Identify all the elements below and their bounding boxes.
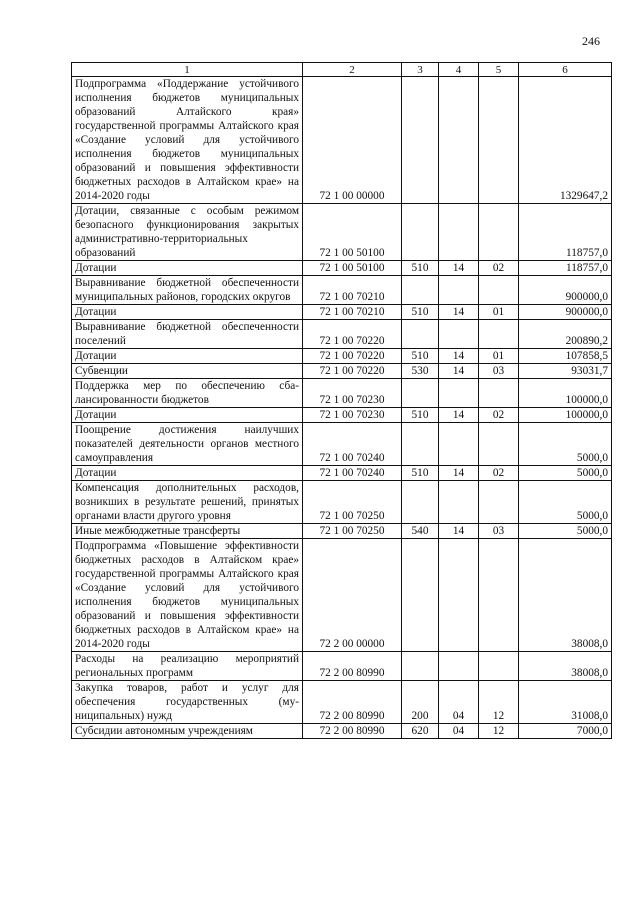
table-row (72, 524, 612, 539)
row-amount: 100000,0 (519, 408, 612, 423)
budget-table (71, 62, 612, 739)
row-subsection: 12 (479, 724, 519, 739)
table-row (72, 320, 612, 349)
table-row (72, 423, 612, 466)
table-row (72, 77, 612, 204)
row-name: Дотации (72, 349, 303, 364)
row-code: 72 1 00 70210 (303, 305, 402, 320)
row-name: Дотации (72, 408, 303, 423)
row-subsection (479, 77, 519, 204)
column-number: 1 (72, 63, 303, 77)
row-name: Выравнивание бюджетной обеспеченности муниципальных районов, городских округов (72, 276, 303, 305)
row-code: 72 1 00 00000 (303, 77, 402, 204)
row-expense-type: 620 (402, 724, 439, 739)
row-section (439, 77, 479, 204)
table-row (72, 204, 612, 261)
row-section (439, 320, 479, 349)
row-code: 72 2 00 80990 (303, 724, 402, 739)
row-expense-type: 510 (402, 466, 439, 481)
row-section: 14 (439, 466, 479, 481)
row-name: Субвенции (72, 364, 303, 379)
row-section (439, 379, 479, 408)
table-row (72, 481, 612, 524)
row-subsection: 01 (479, 305, 519, 320)
row-code: 72 2 00 00000 (303, 539, 402, 652)
row-amount: 5000,0 (519, 466, 612, 481)
row-expense-type (402, 423, 439, 466)
row-expense-type: 200 (402, 681, 439, 724)
row-section: 14 (439, 261, 479, 276)
row-subsection (479, 276, 519, 305)
row-name: Выравнивание бюджетной обеспеченности поселений (72, 320, 303, 349)
row-code: 72 1 00 70230 (303, 379, 402, 408)
row-expense-type (402, 652, 439, 681)
row-subsection: 03 (479, 364, 519, 379)
row-section (439, 652, 479, 681)
row-amount: 7000,0 (519, 724, 612, 739)
row-code: 72 1 00 70240 (303, 466, 402, 481)
row-section (439, 204, 479, 261)
column-number-row (72, 63, 612, 77)
row-code: 72 1 00 70220 (303, 364, 402, 379)
row-expense-type: 510 (402, 408, 439, 423)
row-code: 72 1 00 70220 (303, 349, 402, 364)
row-subsection: 02 (479, 466, 519, 481)
row-subsection: 01 (479, 349, 519, 364)
row-subsection: 03 (479, 524, 519, 539)
row-section (439, 539, 479, 652)
table-row (72, 724, 612, 739)
row-amount: 107858,5 (519, 349, 612, 364)
row-code: 72 1 00 70210 (303, 276, 402, 305)
row-subsection (479, 652, 519, 681)
row-expense-type (402, 204, 439, 261)
row-name: Подпрограмма «Поддержание устойчивого исполнения бюджетов муниципальных образований Алтайского края» государственной программы Алтайского края «Создание условий для устойчивого исполнения бюджетов муниципальных образований и повышения эффективности бюджетных расходов в Алтайском крае» на 2014-2020 годы (72, 77, 303, 204)
row-name: Дотации, связанные с особым режимом безопасного функционирования закрытых административно-территориальных образований (72, 204, 303, 261)
row-code: 72 1 00 70220 (303, 320, 402, 349)
row-expense-type: 510 (402, 261, 439, 276)
table-row (72, 681, 612, 724)
row-expense-type (402, 539, 439, 652)
row-code: 72 1 00 70230 (303, 408, 402, 423)
row-expense-type: 540 (402, 524, 439, 539)
row-name: Иные межбюджетные трансферты (72, 524, 303, 539)
column-number: 2 (303, 63, 402, 77)
row-subsection (479, 320, 519, 349)
table-row (72, 408, 612, 423)
row-subsection: 02 (479, 408, 519, 423)
row-amount: 38008,0 (519, 652, 612, 681)
table-row (72, 652, 612, 681)
row-name: Дотации (72, 305, 303, 320)
table-row (72, 379, 612, 408)
row-section: 14 (439, 349, 479, 364)
row-subsection (479, 204, 519, 261)
row-expense-type (402, 379, 439, 408)
row-expense-type (402, 276, 439, 305)
table-row (72, 305, 612, 320)
row-name: Поддержка мер по обеспечению сбалансированности бюджетов (72, 379, 303, 408)
row-name: Субсидии автономным учреждениям (72, 724, 303, 739)
row-subsection (479, 423, 519, 466)
row-section: 14 (439, 364, 479, 379)
row-subsection (479, 379, 519, 408)
row-amount: 5000,0 (519, 524, 612, 539)
column-number: 6 (519, 63, 612, 77)
row-code: 72 1 00 70240 (303, 423, 402, 466)
row-name: Поощрение достижения наилучших показателей деятельности органов местного самоуправления (72, 423, 303, 466)
row-name: Закупка товаров, работ и услуг для обеспечения государственных (муниципальных) нужд (72, 681, 303, 724)
row-section: 04 (439, 724, 479, 739)
row-section: 14 (439, 408, 479, 423)
row-amount: 118757,0 (519, 204, 612, 261)
row-code: 72 1 00 70250 (303, 481, 402, 524)
page-number: 246 (582, 34, 600, 48)
row-subsection: 12 (479, 681, 519, 724)
row-expense-type (402, 320, 439, 349)
row-amount: 93031,7 (519, 364, 612, 379)
row-code: 72 1 00 50100 (303, 261, 402, 276)
row-section (439, 481, 479, 524)
column-number: 3 (402, 63, 439, 77)
row-section (439, 423, 479, 466)
row-amount: 31008,0 (519, 681, 612, 724)
row-amount: 5000,0 (519, 481, 612, 524)
table-row (72, 261, 612, 276)
row-section: 14 (439, 524, 479, 539)
column-number: 4 (439, 63, 479, 77)
row-amount: 1329647,2 (519, 77, 612, 204)
table-row (72, 466, 612, 481)
row-section (439, 276, 479, 305)
table-row (72, 539, 612, 652)
row-amount: 38008,0 (519, 539, 612, 652)
row-expense-type (402, 77, 439, 204)
row-amount: 900000,0 (519, 276, 612, 305)
row-name: Дотации (72, 466, 303, 481)
row-code: 72 1 00 70250 (303, 524, 402, 539)
column-number: 5 (479, 63, 519, 77)
row-expense-type (402, 481, 439, 524)
row-subsection (479, 539, 519, 652)
row-section: 14 (439, 305, 479, 320)
row-name: Расходы на реализацию мероприятий региональных программ (72, 652, 303, 681)
row-subsection: 02 (479, 261, 519, 276)
row-subsection (479, 481, 519, 524)
row-expense-type: 530 (402, 364, 439, 379)
table-row (72, 349, 612, 364)
row-code: 72 1 00 50100 (303, 204, 402, 261)
table-row (72, 276, 612, 305)
row-name: Компенсация дополнительных расходов, возникших в результате решений, принятых органами власти другого уровня (72, 481, 303, 524)
row-expense-type: 510 (402, 349, 439, 364)
row-amount: 900000,0 (519, 305, 612, 320)
row-name: Дотации (72, 261, 303, 276)
row-code: 72 2 00 80990 (303, 681, 402, 724)
row-code: 72 2 00 80990 (303, 652, 402, 681)
row-amount: 200890,2 (519, 320, 612, 349)
table-row (72, 364, 612, 379)
row-expense-type: 510 (402, 305, 439, 320)
row-amount: 100000,0 (519, 379, 612, 408)
row-name: Подпрограмма «Повышение эффективности бюджетных расходов в Алтайском крае» государственной программы Алтайского края «Создание условий для устойчивого исполнения бюджетов муниципальных образований и повышения эффективности бюджетных расходов в Алтайском крае» на 2014-2020 годы (72, 539, 303, 652)
row-amount: 5000,0 (519, 423, 612, 466)
row-section: 04 (439, 681, 479, 724)
row-amount: 118757,0 (519, 261, 612, 276)
